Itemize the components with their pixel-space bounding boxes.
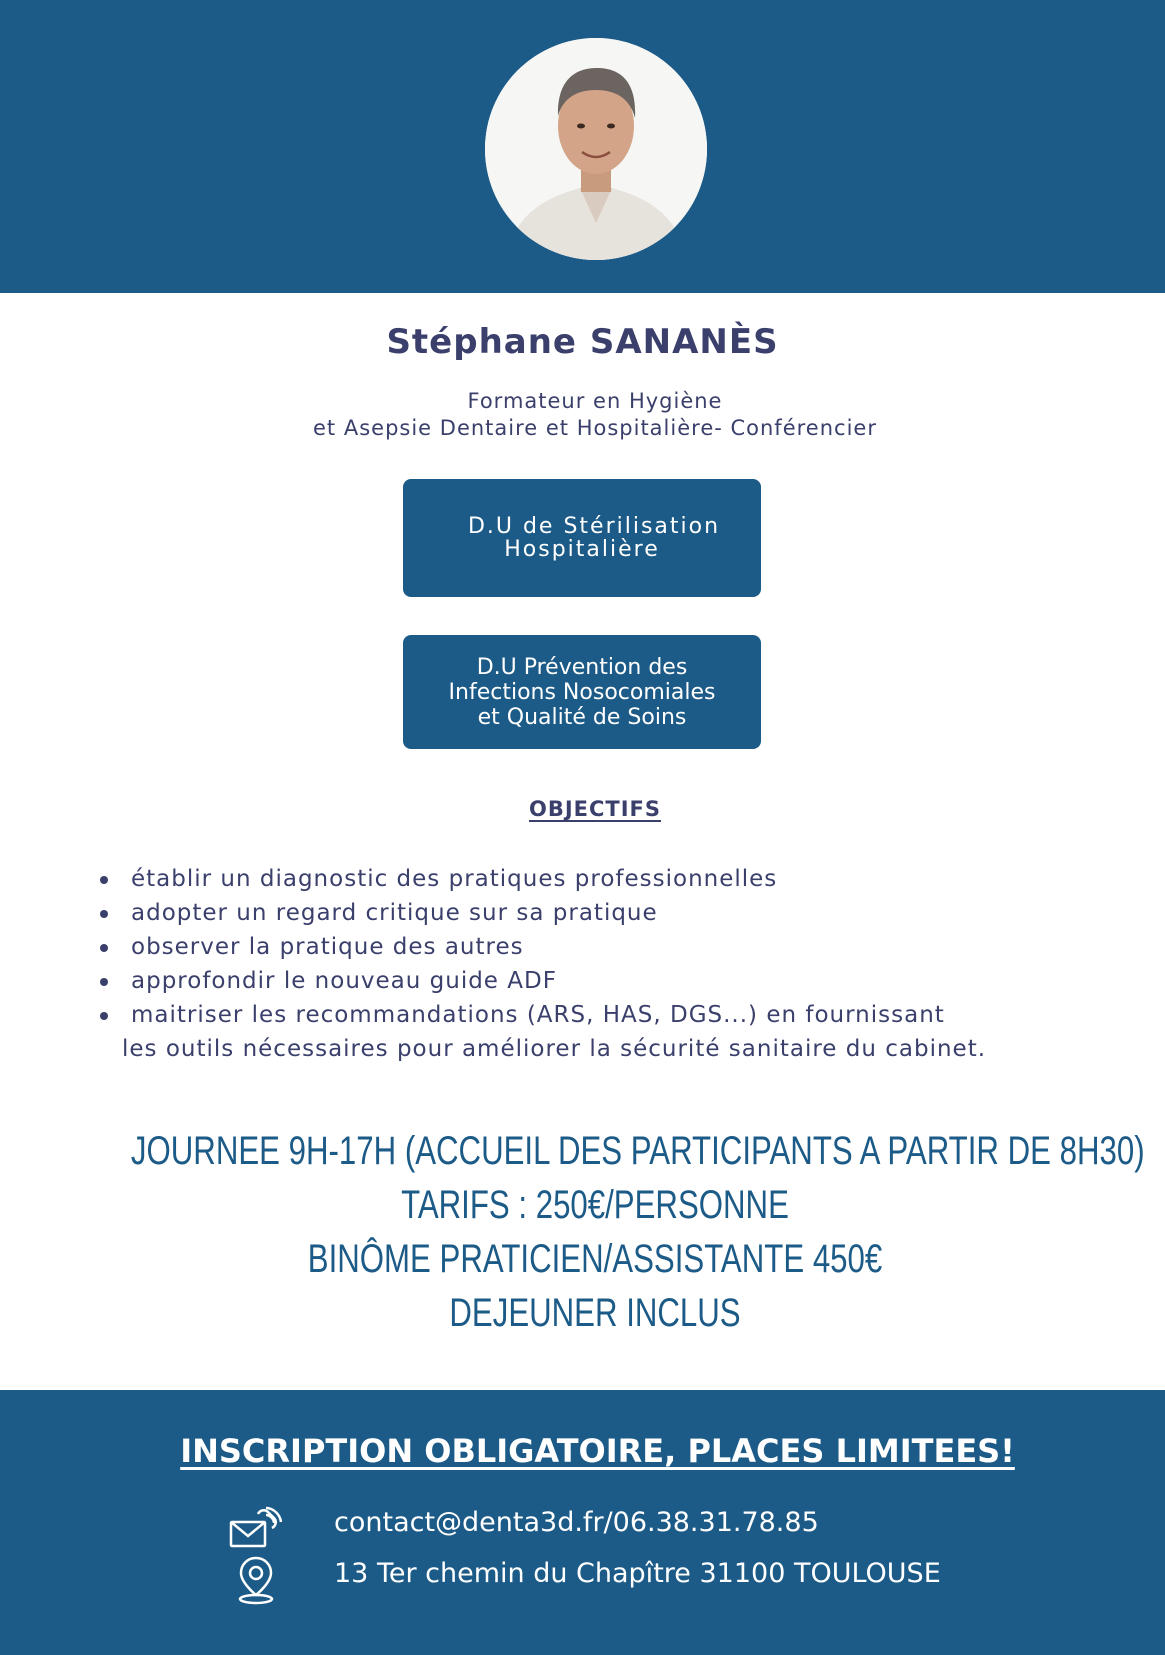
diploma-badge-sterilisation: [403, 479, 761, 597]
diploma-line: Infections Nosocomiales: [448, 679, 716, 705]
objective-text: maitriser les recommandations (ARS, HAS, DGS...) en fournissant: [131, 1002, 945, 1028]
diploma-line: et Qualité de Soins: [477, 704, 687, 730]
profile-role: [0, 388, 1165, 442]
price-line: TARIFS : 250€/PERSONNE: [401, 1183, 789, 1227]
profile-role-line2: et Asepsie Dentaire et Hospitalière- Conférencier: [313, 416, 877, 440]
lunch-line: DEJEUNER INCLUS: [449, 1291, 741, 1335]
contact-phone-mail-icon: [228, 1506, 284, 1552]
bullet-icon: [100, 978, 108, 986]
diploma-line: D.U de Stérilisation: [467, 514, 721, 539]
profile-photo-illustration: [485, 38, 707, 260]
contact-email-phone[interactable]: contact@denta3d.fr/06.38.31.78.85: [334, 1507, 819, 1538]
location-pin-icon: [234, 1555, 278, 1605]
pricing-block: [0, 1124, 1165, 1340]
objective-text: approfondir le nouveau guide ADF: [131, 968, 557, 994]
contact-address: 13 Ter chemin du Chapître 31100 TOULOUSE: [334, 1558, 941, 1589]
profile-photo: [485, 38, 707, 260]
objective-text: observer la pratique des autres: [131, 934, 524, 960]
bullet-icon: [100, 910, 108, 918]
inscription-notice: INSCRIPTION OBLIGATOIRE, PLACES LIMITEES!: [180, 1432, 1015, 1470]
bullet-icon: [100, 1012, 108, 1020]
profile-name: Stéphane SANANÈS: [386, 322, 779, 362]
objective-item: [96, 964, 1136, 998]
objective-continuation: les outils nécessaires pour améliorer la sécurité sanitaire du cabinet.: [122, 1036, 987, 1062]
profile-role-line1: Formateur en Hygiène: [467, 389, 723, 413]
objective-item: [96, 896, 1136, 930]
duo-price-line: BINÔME PRATICIEN/ASSISTANTE 450€: [307, 1237, 883, 1281]
objective-item: [96, 930, 1136, 964]
objective-text: adopter un regard critique sur sa pratique: [131, 900, 658, 926]
objective-item: [96, 862, 1136, 896]
bullet-icon: [100, 944, 108, 952]
diploma-line: Hospitalière: [504, 537, 660, 562]
objective-item: [96, 998, 1136, 1032]
schedule-line: JOURNEE 9H-17H (ACCUEIL DES PARTICIPANTS A PARTIR DE 8H30): [130, 1129, 1145, 1173]
objective-text: établir un diagnostic des pratiques professionnelles: [131, 866, 778, 892]
diploma-line: D.U Prévention des: [476, 654, 688, 680]
diploma-badge-prevention: [403, 635, 761, 749]
objectives-list: [96, 862, 1136, 1032]
objectives-title: OBJECTIFS: [528, 797, 662, 821]
bullet-icon: [100, 876, 108, 884]
